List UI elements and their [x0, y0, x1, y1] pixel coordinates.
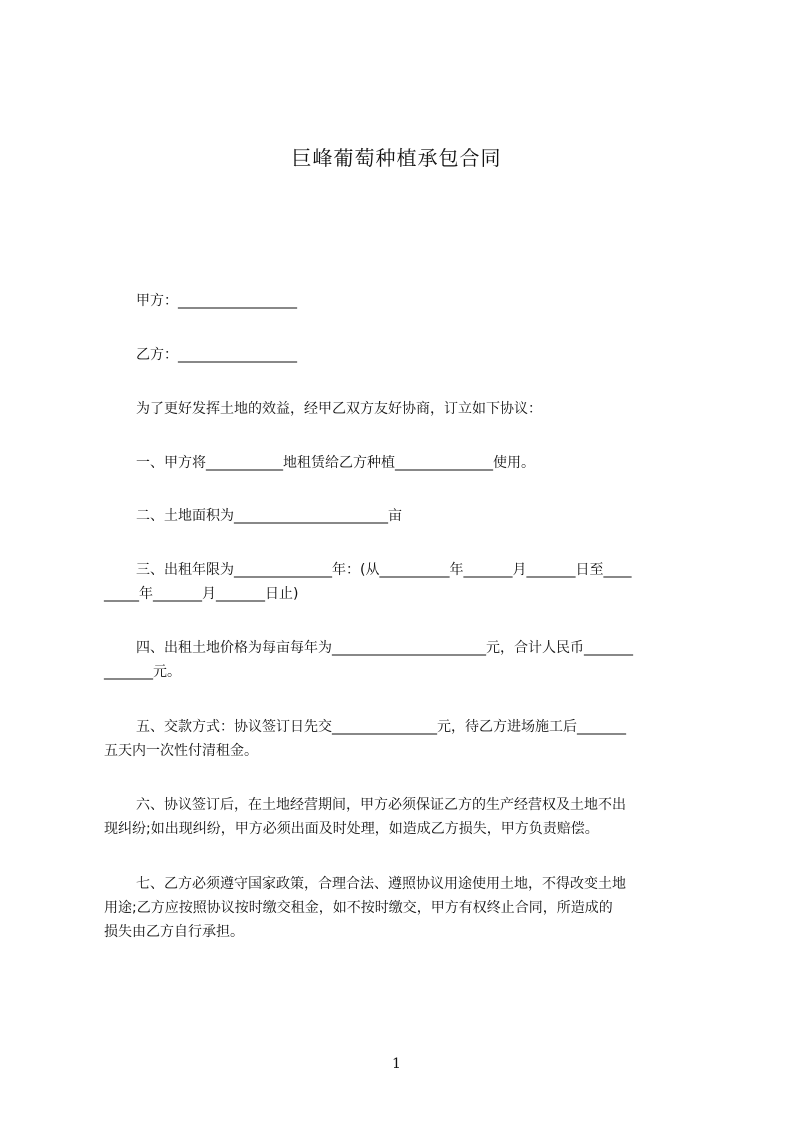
clause-1: 一、甲方将___________地租赁给乙方种植______________使用。 — [136, 455, 535, 471]
party-a-line: 甲方：_________________ — [136, 293, 297, 309]
clause-4-line-2: _______元。 — [104, 664, 181, 680]
clause-4-line-1: 四、出租土地价格为每亩每年为______________________元，合计人民币_______ — [136, 640, 633, 656]
clause-7-line-1: 七、乙方必须遵守国家政策，合理合法、遵照协议用途使用土地，不得改变土地 — [136, 876, 626, 892]
clause-6-line-1: 六、协议签订后，在土地经营期间，甲方必须保证乙方的生产经营权及土地不出 — [136, 797, 626, 813]
party-b-line: 乙方：_________________ — [136, 347, 297, 363]
document-title: 巨峰葡萄种植承包合同 — [291, 146, 502, 170]
clause-3-line-2: _____年_______月_______日止) — [104, 586, 299, 602]
clause-7-line-3: 损失由乙方自行承担。 — [104, 924, 244, 940]
clause-5-line-2: 五天内一次性付清租金。 — [104, 743, 258, 759]
intro-paragraph: 为了更好发挥土地的效益，经甲乙双方友好协商，订立如下协议： — [136, 401, 542, 417]
clause-6-line-2: 现纠纷;如出现纠纷，甲方必须出面及时处理，如造成乙方损失，甲方负责赔偿。 — [104, 821, 599, 837]
clause-7-line-2: 用途;乙方应按照协议按时缴交租金，如不按时缴交，甲方有权终止合同，所造成的 — [104, 900, 613, 916]
clause-5-line-1: 五、交款方式：协议签订日先交_______________元，待乙方进场施工后_______ — [136, 719, 626, 735]
clause-2: 二、土地面积为______________________亩 — [136, 508, 402, 524]
page-number: 1 — [392, 1056, 401, 1072]
clause-3-line-1: 三、出租年限为______________年：(从__________年_______月_______日至____ — [136, 562, 632, 578]
